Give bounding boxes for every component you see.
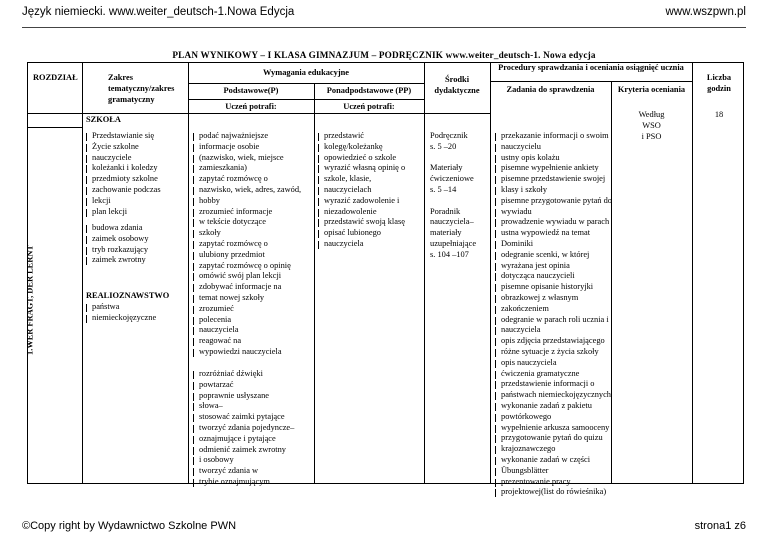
list-item: zapytać rozmówcę o: [193, 174, 313, 185]
col-header-ponadpodstawowe: Ponadpodstawowe (PP): [326, 86, 412, 95]
list-item: wykonanie zadań z pakietu: [495, 401, 613, 412]
list-item: zapytać rozmówcę o opinię: [193, 261, 313, 272]
document-header-title: Język niemiecki. www.weiter_deutsch-1.Nowa Edycja: [22, 6, 295, 18]
list-item: przedmioty szkolne: [86, 174, 186, 185]
list-item: projektowej(list do rówieśnika): [495, 487, 613, 498]
srodki-line: uzupełniające: [430, 238, 477, 248]
col-header-wymagania: Wymagania edukacyjne: [262, 68, 349, 77]
list-item: wyrażana jest opinia: [495, 261, 613, 272]
list-item: odegranie scenki, w której: [495, 250, 613, 261]
list-item: polecenia: [193, 315, 313, 326]
list-item: odmienić zaimek zwrotny: [193, 445, 313, 456]
kryteria-line: WSO: [642, 120, 661, 130]
list-item: informacje osobie: [193, 142, 313, 153]
list-item: niezadowolenie: [318, 207, 423, 218]
list-item: powtórkowego: [495, 412, 613, 423]
list-item: ustna wypowiedź na temat: [495, 228, 613, 239]
list-item: opisać lubionego: [318, 228, 423, 239]
srodki-spacer: [430, 196, 490, 207]
col-header-procedury: Procedury sprawdzania i oceniania osiągnięć ucznia: [498, 63, 684, 72]
list-item: opowiedzieć o szkole: [318, 153, 423, 164]
list-item: słowa–: [193, 401, 313, 412]
list-item: nauczyciela: [495, 325, 613, 336]
list-item: dotycząca nauczycieli: [495, 271, 613, 282]
srodki-line: nauczyciela–: [430, 217, 474, 227]
list-item: reagować na: [193, 336, 313, 347]
plan-title: PLAN WYNIKOWY – I KLASA GIMNAZJUM – PODRĘCZNIK www.weiter_deutsch-1. Nowa edycja: [172, 50, 596, 60]
list-item: Życie szkolne: [86, 142, 186, 153]
list-item: nauczyciele: [86, 153, 186, 164]
list-item: różne sytuacje z życia szkoły: [495, 347, 613, 358]
list-item: krajoznawczego: [495, 444, 613, 455]
footer-page-number: strona1 z6: [694, 520, 746, 532]
list-item: nauczycielu: [495, 142, 613, 153]
list-item: pisemne przedstawienie swojej: [495, 174, 613, 185]
list-item: odegranie w parach roli ucznia i: [495, 315, 613, 326]
list-item: stosować zaimki pytające: [193, 412, 313, 423]
kryteria-line: i PSO: [641, 131, 662, 141]
list-item: przedstawić: [318, 131, 423, 142]
list-item: zapytać rozmówcę o: [193, 239, 313, 250]
list-item: oznajmujące i pytające: [193, 434, 313, 445]
list-item: nauczyciela: [318, 239, 423, 250]
col-header-liczba: Liczba godzin: [706, 73, 732, 93]
list-item: ulubiony przedmiot: [193, 250, 313, 261]
list-item: państwa: [86, 302, 186, 313]
list-item: niemieckojęzyczne: [86, 313, 186, 324]
kryteria-cell: [613, 110, 690, 142]
list-item: lekcji: [86, 196, 186, 207]
col-header-podstawowe: Podstawowe(P): [223, 86, 279, 95]
srodki-line: Poradnik: [430, 206, 461, 216]
list-item: szkoły: [193, 228, 313, 239]
list-item: i osobowy: [193, 455, 313, 466]
zakres-list-topics: [86, 131, 186, 217]
zadania-list: [495, 131, 613, 498]
list-item: tryb rozkazujący: [86, 245, 186, 256]
podstawowe-list-grammar: [193, 369, 313, 488]
list-item: wyrazić własną opinię o: [318, 163, 423, 174]
list-item: zakończeniem: [495, 304, 613, 315]
liczba-godzin-value: 18: [714, 110, 724, 119]
list-item: tworzyć zdania pojedyncze–: [193, 423, 313, 434]
list-item: zrozumieć informacje: [193, 207, 313, 218]
list-item: zaimek zwrotny: [86, 255, 186, 266]
list-item: Przedstawianie się: [86, 131, 186, 142]
chapter-label: 1.WER FRAGT, DER LERNT: [25, 245, 35, 355]
srodki-list: [430, 131, 490, 261]
list-item: pisemne przygotowanie pytań do: [495, 196, 613, 207]
list-item: budowa zdania: [86, 223, 186, 234]
list-item: przedstawić swoją klasę: [318, 217, 423, 228]
srodki-line: ćwiczeniowe: [430, 174, 474, 184]
header-divider: [22, 27, 746, 28]
list-item: wyrazić zadowolenie i: [318, 196, 423, 207]
col-header-kryteria: Kryteria oceniania: [617, 85, 686, 94]
list-item: wywiadu: [495, 207, 613, 218]
list-item: prowadzenie wywiadu w parach: [495, 217, 613, 228]
srodki-line: Podręcznik: [430, 131, 468, 140]
list-item: (nazwisko, wiek, miejsce: [193, 153, 313, 164]
list-item: nauczyciela: [193, 325, 313, 336]
list-item: zaimek osobowy: [86, 234, 186, 245]
list-item: wypełnienie arkusza samooceny: [495, 423, 613, 434]
document-header-url: www.wszpwn.pl: [665, 6, 746, 18]
list-item: podać najważniejsze: [193, 131, 313, 142]
ponadpodstawowe-list: [318, 131, 423, 250]
plan-table: [27, 62, 744, 497]
col-header-uczen-pp: Uczeń potrafi:: [343, 102, 395, 111]
list-item: pisemne opisanie historyjki: [495, 282, 613, 293]
srodki-line: s. 5 –20: [430, 141, 457, 151]
section-label: SZKOŁA: [86, 115, 121, 124]
list-item: nauczycielach: [318, 185, 423, 196]
list-item: w tekście dotyczące: [193, 217, 313, 228]
list-item: plan lekcji: [86, 207, 186, 218]
footer-copyright: ©Copy right by Wydawnictwo Szkolne PWN: [22, 520, 237, 532]
srodki-line: Materiały: [430, 163, 463, 173]
col-header-srodki: Środki dydaktyczne: [434, 75, 480, 95]
zakres-list-grammar: [86, 223, 186, 266]
list-item: tworzyć zdania w: [193, 466, 313, 477]
list-item: opis zdjęcia przedstawiającego: [495, 336, 613, 347]
list-item: hobby: [193, 196, 313, 207]
col-header-uczen-p: Uczeń potrafi:: [225, 102, 277, 111]
list-item: ćwiczenia gramatyczne: [495, 369, 613, 380]
list-item: zachowanie podczas: [86, 185, 186, 196]
list-item: Dominiki: [495, 239, 613, 250]
col-header-zakres: Zakres tematyczny/zakres gramatyczny: [108, 73, 175, 104]
list-item: temat nowej szkoły: [193, 293, 313, 304]
list-item: przekazanie informacji o swoim: [495, 131, 613, 142]
list-item: opis nauczyciela: [495, 358, 613, 369]
podstawowe-list-skills: [193, 131, 313, 358]
list-item: rozróżniać dźwięki: [193, 369, 313, 380]
list-item: obrazkowej z własnym: [495, 293, 613, 304]
list-item: przedstawienie informacji o: [495, 379, 613, 390]
list-item: przygotowanie pytań do quizu: [495, 433, 613, 444]
list-item: pisemne wypełnienie ankiety: [495, 163, 613, 174]
list-item: zrozumieć: [193, 304, 313, 315]
list-item: trybie oznajmującym: [193, 477, 313, 488]
col-header-zadania: Zadania do sprawdzenia: [506, 85, 595, 94]
srodki-line: s. 5 –14: [430, 184, 457, 194]
col-header-rozdzial: ROZDZIAŁ: [33, 73, 78, 82]
kryteria-line: Według: [638, 110, 665, 119]
list-item: koleżanki i koledzy: [86, 163, 186, 174]
list-item: szkole, klasie,: [318, 174, 423, 185]
list-item: klasy i szkoły: [495, 185, 613, 196]
list-item: Übungsblätter: [495, 466, 613, 477]
list-item: zamieszkania): [193, 163, 313, 174]
list-item: poprawnie usłyszane: [193, 391, 313, 402]
list-item: omówić swój plan lekcji: [193, 271, 313, 282]
realioznawstwo-label: REALIOZNAWSTWO: [86, 291, 170, 300]
list-item: państwach niemieckojęzycznych: [495, 390, 613, 401]
list-item: wypowiedzi nauczyciela: [193, 347, 313, 358]
srodki-line: materiały: [430, 228, 462, 238]
srodki-spacer: [430, 153, 490, 164]
list-item: zdobywać informacje na: [193, 282, 313, 293]
list-item: wykonanie zadań w części: [495, 455, 613, 466]
list-item: nazwisko, wiek, adres, zawód,: [193, 185, 313, 196]
srodki-line: s. 104 –107: [430, 249, 469, 259]
list-item: prezentowanie pracy: [495, 477, 613, 488]
list-item: powtarzać: [193, 380, 313, 391]
list-item: kolegę/koleżankę: [318, 142, 423, 153]
zakres-list-realio: [86, 302, 186, 324]
list-item: ustny opis kolażu: [495, 153, 613, 164]
